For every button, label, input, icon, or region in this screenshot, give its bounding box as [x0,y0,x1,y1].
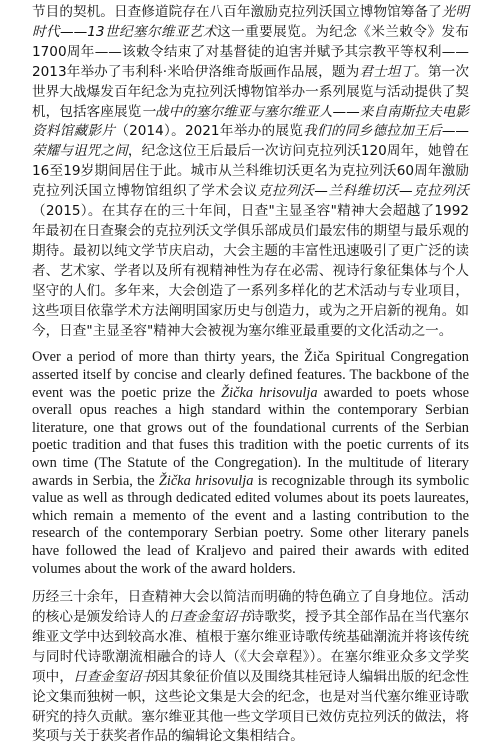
text-run: Over a period of more than thirty years, the Žiča Spiritual Congregation asserted itself by concise and clearly defined features. The backbone of the event was the poetic prize the [32,349,469,401]
italic-title-run: 日查金玺诏书 [72,668,155,685]
text-run: 。第一次世界大战爆发百年纪念为克拉列沃博物馆举办一系列展览与活动提供了契机，包括客座展览 [32,63,469,120]
italic-title-run: 我们的同乡德拉加王后——荣耀与诅咒之间 [32,123,470,160]
italic-title-run: Žička hrisovulja [221,384,318,401]
text-run: （2014）。2021年举办的展览 [115,123,304,140]
text-run: awarded to poets whose overall opus reaches a high standard within the contemporary Serbian literature, one that grows out of the foundational currents of the Serbian poetic tradition and that fuses this tradition with the poetic currents of its own time (The Statute of the Congregation). In the multitude of literary awards in Serbia, the [32,384,470,489]
text-run: is recognizable through its symbolic value as well as through dedicated edited volumes about its poets laureates, which remain a memento of the event and a lasting contribution to the research of the contemporary Serbian poetry. Some other literary panels have followed the lead of Kraljevo and paired their awards with edited volumes about the work of the award holders. [32,472,469,577]
chinese-paragraph-2 [32,588,469,747]
english-paragraph [32,349,469,578]
text-run: （2015）。在其存在的三十年间，日查"主显圣容"精神大会超越了1992年最初在日查聚会的克拉列沃文学俱乐部成员们最宏伟的期望与最乐观的期待。最初以纯文学节庆启动，大会主题的丰富性迅速吸引了更广泛的读者、艺术家、学者以及所有视精神性为存在必需、视诗行象征集体与个人坚守的人们。多年来，大会创造了一系列多样化的艺术活动与专业项目，这些项目依靠学术方法阐明国家历史与创造力，或为之开启新的视角。如今，日查"主显圣容"精神大会被视为塞尔维亚最重要的文化活动之一。 [32,203,469,339]
italic-title-run: 君士坦丁 [359,63,415,80]
chinese-paragraph-1 [32,3,469,341]
text-run: 诗歌奖，授予其全部作品在当代塞尔维亚文学中达到较高水准、植根于塞尔维亚诗歌传统基础潮流并将该传统与同时代诗歌潮流相融合的诗人（《大会章程》）。在塞尔维亚众多文学奖项中， [32,609,470,685]
italic-title-run: 日查金玺诏书 [168,609,251,626]
italic-title-run: 克拉列沃—兰科维切沃—克拉列沃 [257,183,470,200]
text-run: 这一重要展览。为纪念《米兰敕令》发布1700周年——该敕令结束了对基督徒的迫害并赋予其宗教平等权利——2013年举办了韦利科·米哈伊洛维奇版画作品展，题为 [32,23,469,80]
italic-title-run: 一战中的塞尔维亚与塞尔维亚人——来自南斯拉夫电影资料馆藏影片 [32,103,470,140]
italic-title-run: 光明时代——13世纪塞尔维亚艺术 [32,4,470,40]
text-run: 节目的契机。日查修道院存在八百年激励克拉列沃国立博物馆筹备了 [32,4,442,20]
text-run: ，纪念这位王后最后一次访问克拉列沃120周年，她曾在16至19岁期间居住于此。城市从兰科维切沃更名为克拉列沃60周年激励克拉列沃国立博物馆组织了学术会议 [32,143,470,200]
text-run: 因其象征价值以及围绕其桂冠诗人编辑出版的纪念性论文集而独树一帜，这些论文集是大会的纪念，也是对当代塞尔维亚诗歌研究的持久贡献。塞尔维亚其他一些文学项目已效仿克拉列沃的做法，将奖项与关于获奖者作品的编辑论文集相结合。 [32,668,470,745]
text-run: 历经三十余年，日查精神大会以简洁而明确的特色确立了自身地位。活动的核心是颁发给诗人的 [32,589,469,626]
italic-title-run: Žička hrisovulja [158,472,254,489]
